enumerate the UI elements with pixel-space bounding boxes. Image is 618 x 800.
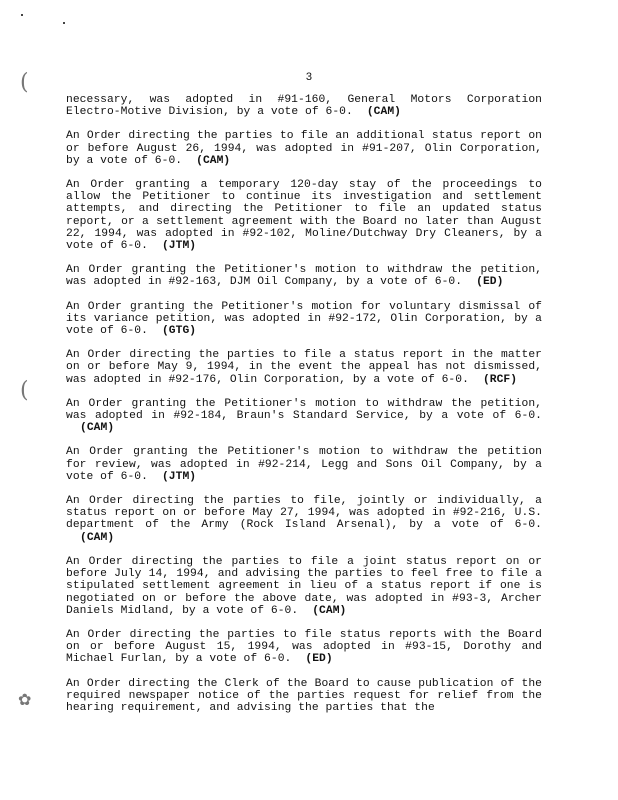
member-initials: (RCF): [482, 373, 518, 386]
order-paragraph: necessary, was adopted in #91-160, General Motors Corporation Electro-Motive Division, by a vote of 6-0. (CAM): [66, 94, 542, 119]
member-initials: (JTM): [161, 470, 197, 483]
member-initials: (CAM): [196, 154, 231, 167]
member-initials: (CAM): [366, 106, 401, 119]
member-initials: (ED): [476, 276, 504, 289]
document-body: [66, 94, 542, 726]
scan-speck: [63, 22, 65, 24]
member-initials: (CAM): [312, 604, 347, 617]
order-paragraph: An Order directing the parties to file an additional status report on or before August 26, 1994, was adopted in #91-207, Olin Corporation, by a vote of 6-0. (CAM): [66, 130, 542, 167]
member-initials: (GTG): [161, 325, 197, 338]
order-paragraph: An Order granting the Petitioner's motion for voluntary dismissal of its variance petition, was adopted in #92-172, Olin Corporation, by a vote of 6-0. (GTG): [66, 300, 542, 338]
order-paragraph: An Order granting the Petitioner's motion to withdraw the petition, was adopted in #92-184, Braun's Standard Service, by a vote of 6-0.(CAM): [66, 397, 542, 435]
order-paragraph: An Order directing the parties to file status reports with the Board on or before August 15, 1994, was adopted in #93-15, Dorothy and Michael Furlan, by a vote of 6-0. (ED): [66, 628, 542, 666]
member-initials: (ED): [305, 653, 333, 666]
member-initials: (JTM): [161, 240, 197, 253]
order-paragraph: An Order directing the Clerk of the Board to cause publication of the required newspaper notice of the parties request for relief from the hearing requirement, and advising the parties that the: [66, 677, 542, 714]
order-paragraph: An Order directing the parties to file, jointly or individually, a status report on or before May 27, 1994, was adopted in #92-216, U.S. department of the Army (Rock Island Arsenal), by a vote of 6-0.(CAM): [66, 495, 542, 544]
binder-hole-mark: (: [20, 70, 29, 95]
page-number: 3: [305, 72, 313, 84]
member-initials: (CAM): [80, 422, 115, 435]
scan-speck: [21, 14, 23, 16]
order-paragraph: An Order directing the parties to file a status report in the matter on or before May 9, 1994, in the event the appeal has not dismissed, was adopted in #92-176, Olin Corporation, by a vote of 6-0. (RCF): [66, 349, 542, 386]
binder-hole-mark: ✿: [18, 690, 32, 709]
order-paragraph: An Order directing the parties to file a joint status report on or before July 14, 1994, and advising the parties to feel free to file a stipulated settlement agreement in lieu of a status report if one is negotiated on or before the above date, was adopted in #93-3, Archer Daniels Midland, by a vote of 6-0. (CAM): [66, 555, 542, 617]
binder-hole-mark: (: [20, 378, 29, 403]
order-paragraph: An Order granting the Petitioner's motion to withdraw the petition, was adopted in #92-163, DJM Oil Company, by a vote of 6-0. (ED): [66, 264, 542, 289]
order-paragraph: An Order granting a temporary 120-day stay of the proceedings to allow the Petitioner to continue its investigation and settlement attempts, and directing the Petitioner to file an updated status report, or a settlement agreement with the Board no later than August 22, 1994, was adopted in #92-102, Moline/Dutchway Dry Cleaners, by a vote of 6-0. (JTM): [66, 179, 542, 253]
member-initials: (CAM): [80, 531, 115, 544]
order-paragraph: An Order granting the Petitioner's motion to withdraw the petition for review, was adopted in #92-214, Legg and Sons Oil Company, by a vote of 6-0. (JTM): [66, 446, 542, 483]
